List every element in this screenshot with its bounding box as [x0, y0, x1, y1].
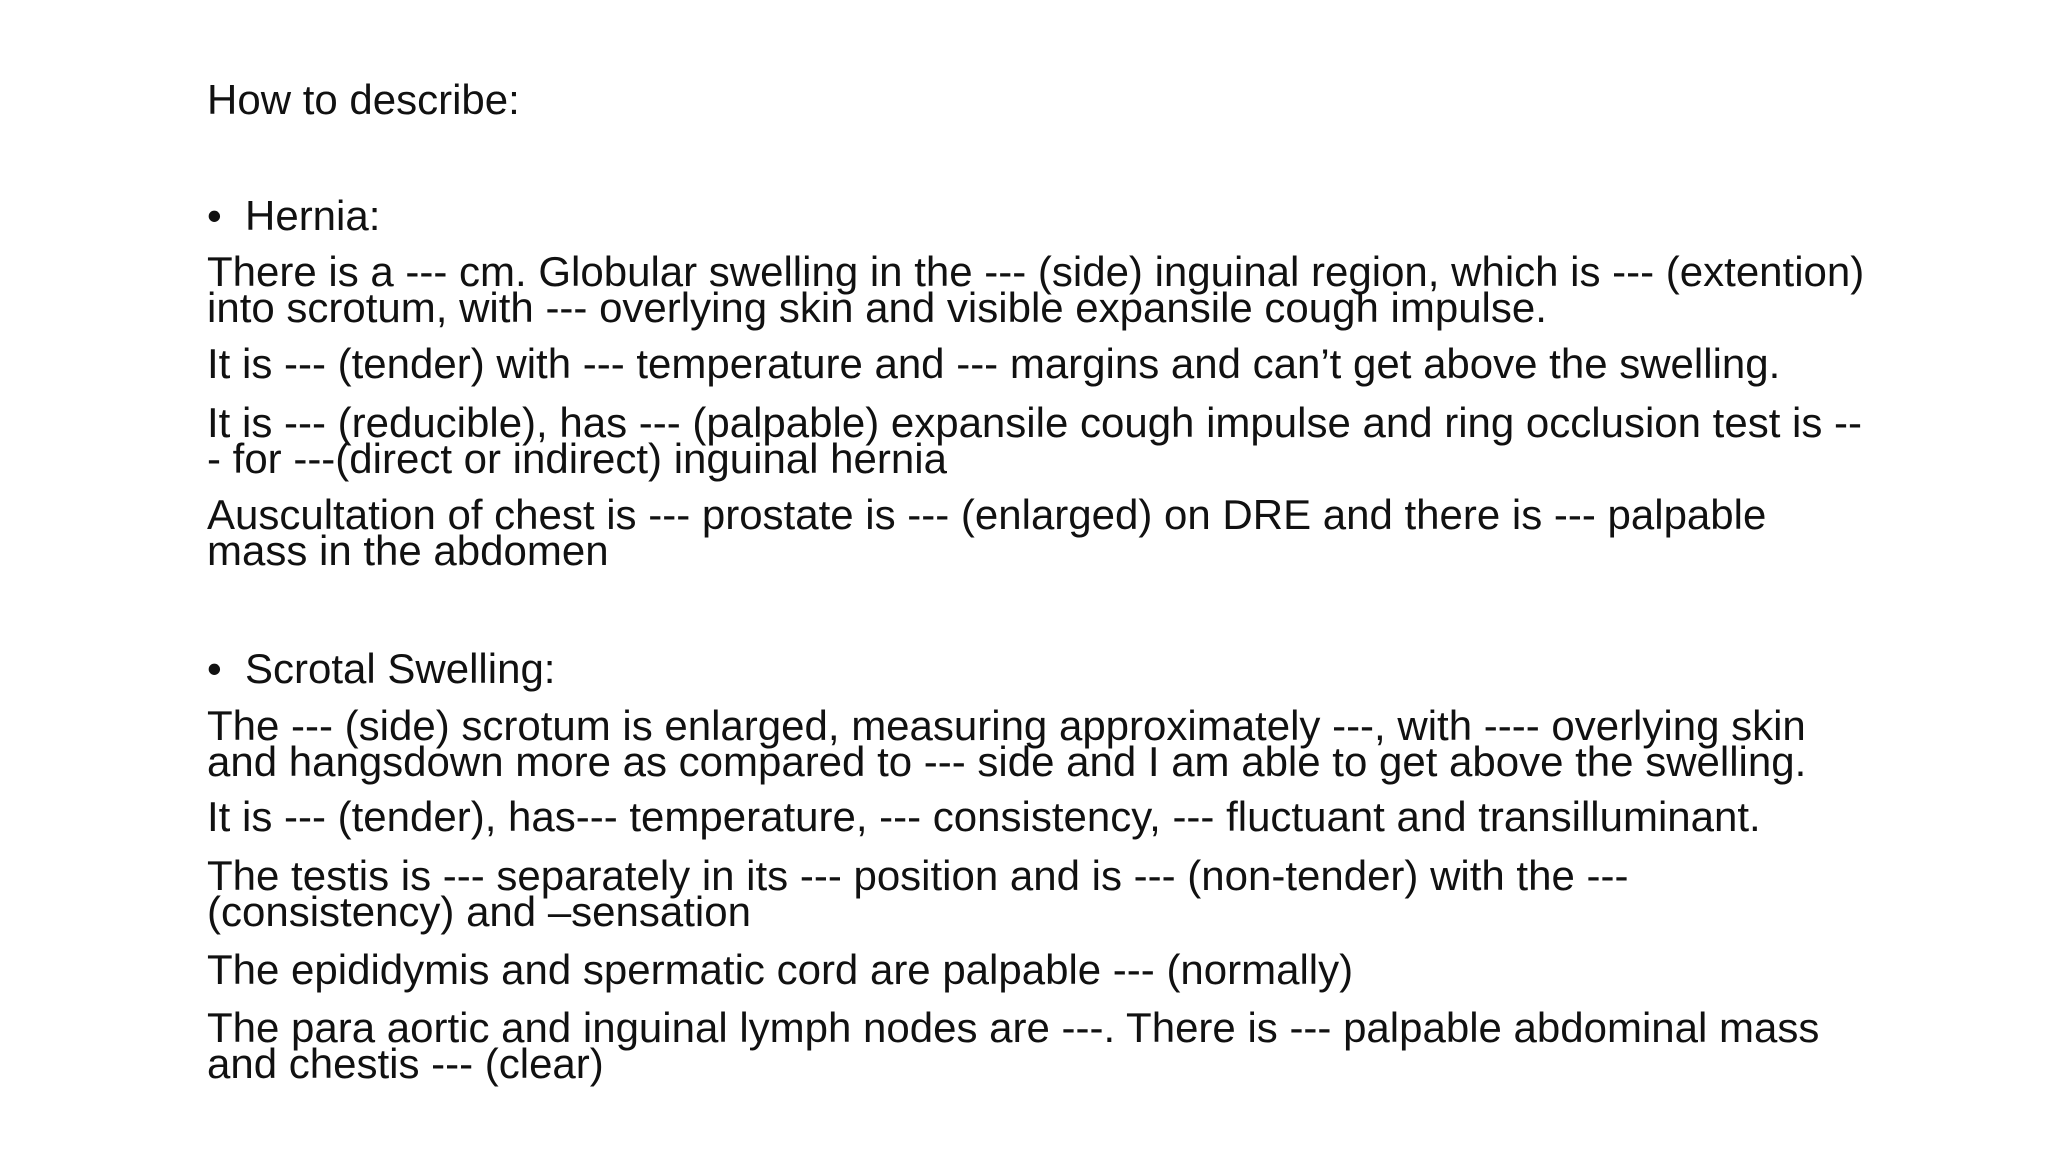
hernia-paragraph-4	[207, 491, 1767, 574]
paragraph-line: It is --- (tender), has--- temperature, --- consistency, --- fluctuant and transilluminant.	[207, 793, 1761, 840]
hernia-paragraph-1	[207, 248, 1865, 331]
paragraph-line: The epididymis and spermatic cord are palpable --- (normally)	[207, 946, 1354, 993]
paragraph-line: It is --- (tender) with --- temperature and --- margins and can’t get above the swelling.	[207, 340, 1781, 387]
scrotal-paragraph-2	[207, 793, 1761, 840]
paragraph-line: - for ---(direct or indirect) inguinal hernia	[207, 435, 947, 482]
hernia-paragraph-3	[207, 399, 1863, 482]
paragraph-line: The --- (side) scrotum is enlarged, measuring approximately ---, with ---- overlying skin	[207, 702, 1806, 749]
paragraph-line: into scrotum, with --- overlying skin and visible expansile cough impulse.	[207, 284, 1547, 331]
hernia-paragraph-2	[207, 340, 1781, 387]
paragraph-line: and hangsdown more as compared to --- side and I am able to get above the swelling.	[207, 738, 1807, 785]
section-hernia-title	[207, 192, 380, 240]
paragraph-line: mass in the abdomen	[207, 527, 609, 574]
scrotal-paragraph-5	[207, 1004, 1820, 1087]
scrotal-paragraph-3	[207, 852, 1629, 935]
paragraph-line: and chestis --- (clear)	[207, 1040, 604, 1087]
paragraph-line: There is a --- cm. Globular swelling in the --- (side) inguinal region, which is --- (extention)	[207, 248, 1865, 295]
paragraph-line: The para aortic and inguinal lymph nodes are ---. There is --- palpable abdominal mass	[207, 1004, 1820, 1051]
scrotal-paragraph-1	[207, 702, 1807, 785]
paragraph-line: Auscultation of chest is --- prostate is --- (enlarged) on DRE and there is --- palpable	[207, 491, 1767, 538]
page-title: How to describe:	[207, 76, 520, 123]
section-scrotal-title	[207, 645, 555, 693]
paragraph-line: The testis is --- separately in its --- position and is --- (non-tender) with the ---	[207, 852, 1629, 899]
scrotal-paragraph-4	[207, 946, 1354, 993]
bullet-icon: •	[207, 645, 222, 692]
paragraph-line: (consistency) and –sensation	[207, 888, 751, 935]
paragraph-line: It is --- (reducible), has --- (palpable) expansile cough impulse and ring occlusion test is --	[207, 399, 1863, 446]
section-title: Hernia:	[245, 192, 381, 239]
bullet-icon: •	[207, 192, 222, 239]
section-title: Scrotal Swelling:	[245, 645, 556, 692]
